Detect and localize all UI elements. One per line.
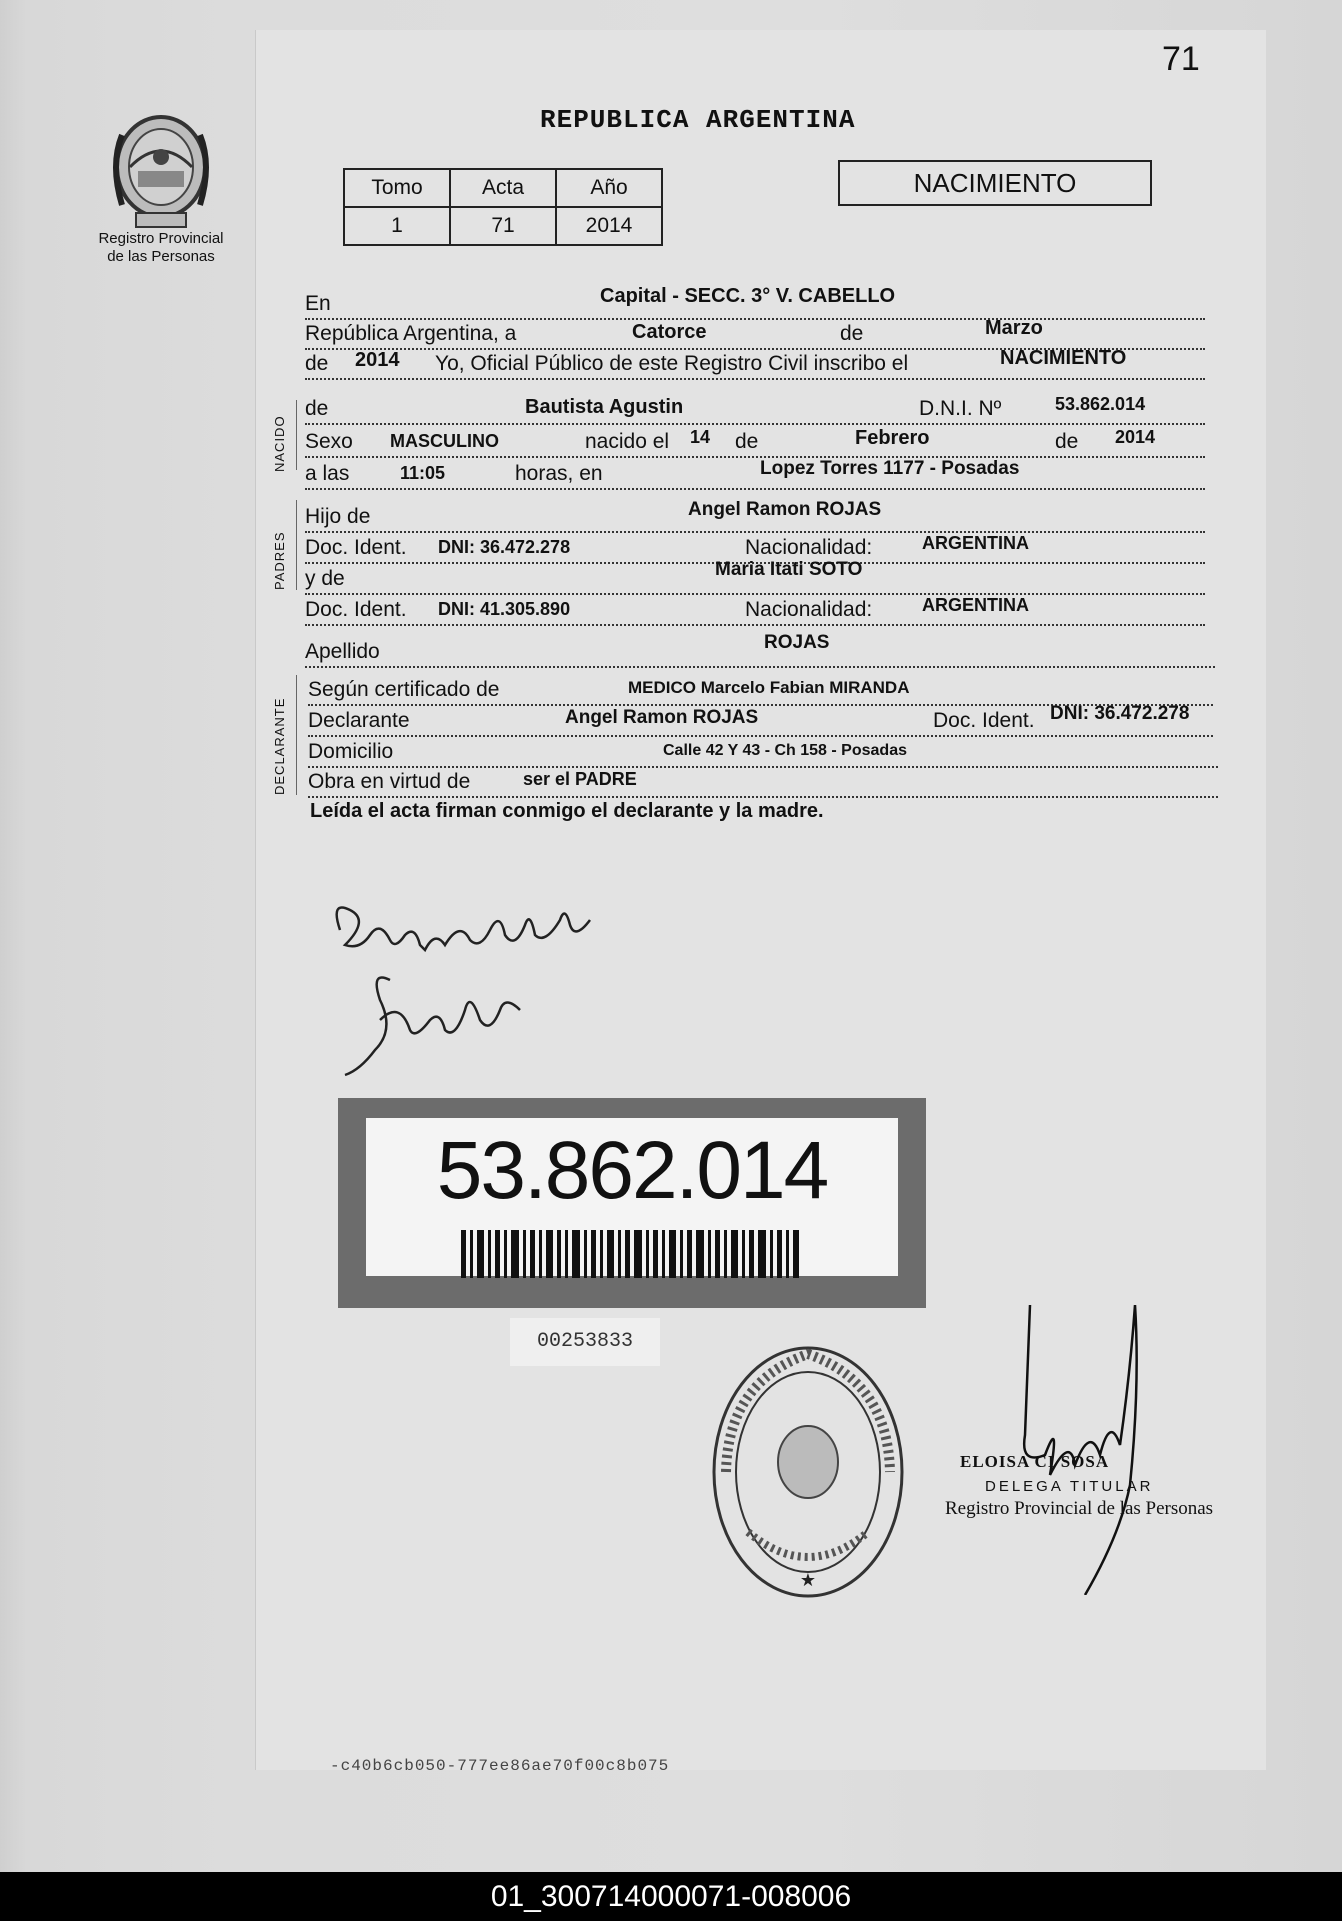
label-dni: D.N.I. Nº [919,397,1002,420]
value-acta: 71 [450,207,556,245]
value-padre-doc: DNI: 36.472.278 [438,537,571,557]
value-obra: ser el PADRE [523,769,637,789]
value-lugar: Capital - SECC. 3° V. CABELLO [600,285,896,307]
header-anio: Año [556,169,662,207]
section-divider [296,675,297,795]
closing-statement: Leída el acta firman conmigo el declarante y la madre. [310,800,824,822]
page-number: 71 [1162,40,1200,78]
line-en [305,285,1205,320]
line-sexo [305,428,1205,458]
line-domicilio [308,738,1218,768]
value-declarante: Angel Ramon ROJAS [565,707,759,728]
section-divider [296,500,297,590]
value-anio: 2014 [556,207,662,245]
value-nac-anio: 2014 [1115,427,1156,447]
value-hora: 11:05 [400,463,446,483]
official-signature [990,1305,1170,1595]
label-nacido-el: nacido el [585,430,670,453]
line-obra [308,768,1218,798]
label-de-nombre: de [305,397,329,420]
handwritten-signatures [320,890,620,1090]
line-madre-doc [305,596,1205,626]
record-table [343,168,663,246]
section-divider [296,400,297,470]
line-y-de [305,559,1205,595]
line-certificado [308,676,1213,706]
logo-caption-line2: de las Personas [107,248,215,265]
label-republica: República Argentina, a [305,322,517,345]
signatory-name: ELOISA CI SOSA [960,1452,1110,1471]
label-apellido: Apellido [305,640,380,663]
official-stamp-icon [708,1342,908,1602]
section-label-padres: PADRES [272,531,287,590]
id-sticker [338,1098,926,1308]
record-type-badge: NACIMIENTO [838,160,1152,206]
value-dia: Catorce [632,321,707,343]
label-doc-ident3: Doc. Ident. [933,709,1035,732]
header-tomo: Tomo [344,169,450,207]
label-a-las: a las [305,462,350,485]
section-label-declarante: DECLARANTE [272,697,287,795]
line-republica [305,317,1205,350]
serial-number: 00253833 [510,1318,660,1366]
value-sexo: MASCULINO [390,431,499,451]
sticker-label [366,1118,898,1276]
label-doc-ident: Doc. Ident. [305,536,407,559]
logo-caption [86,230,236,266]
value-tipo: NACIMIENTO [1000,347,1127,369]
country-title: REPUBLICA ARGENTINA [540,105,856,135]
value-nac-dia: 14 [690,427,711,447]
logo-caption-line1: Registro Provincial [98,230,224,247]
value-domicilio: Calle 42 Y 43 - Ch 158 - Posadas [663,742,907,759]
label-hijo-de: Hijo de [305,505,371,528]
value-padre-nac: ARGENTINA [922,533,1029,553]
value-madre-doc: DNI: 41.305.890 [438,599,571,619]
value-lugar-nac: Lopez Torres 1177 - Posadas [760,458,1020,479]
label-nacionalidad: Nacionalidad: [745,536,873,559]
value-padre: Angel Ramon ROJAS [688,499,882,520]
signatory-title: DELEGA TITULAR [985,1478,1154,1495]
value-tomo: 1 [344,207,450,245]
label-nacionalidad2: Nacionalidad: [745,598,873,621]
label-doc-ident2: Doc. Ident. [305,598,407,621]
label-obra: Obra en virtud de [308,770,471,793]
line-nombre [305,395,1205,425]
province-emblem-icon [100,105,222,240]
value-anio: 2014 [355,349,400,371]
value-madre-nac: ARGENTINA [922,595,1029,615]
label-sexo: Sexo [305,430,353,453]
value-nombre: Bautista Agustin [525,396,684,418]
header-acta: Acta [450,169,556,207]
line-hijo-de [305,499,1205,533]
line-declarante [308,703,1213,737]
value-declarante-doc: DNI: 36.472.278 [1050,703,1190,724]
value-madre: Maria Itati SOTO [715,559,863,580]
barcode-icon [461,1230,801,1278]
section-label-nacido: NACIDO [272,415,287,472]
line-hora [305,460,1205,490]
value-dni: 53.862.014 [1055,394,1146,414]
label-declarante: Declarante [308,709,410,732]
svg-text:★: ★ [799,1570,817,1590]
document-id-bar: 01_300714000071-008006 [0,1872,1342,1921]
label-segun-cert: Según certificado de [308,678,500,701]
label-horas-en: horas, en [515,462,603,485]
value-mes: Marzo [985,317,1043,339]
value-nac-mes: Febrero [855,427,930,449]
value-apellido: ROJAS [764,632,830,653]
footer-hash-partial: -c40b6cb050-777ee86ae70f00c8b075 [330,1757,670,1775]
sticker-number: 53.862.014 [436,1125,828,1216]
value-certificado: MEDICO Marcelo Fabian MIRANDA [628,678,910,697]
label-y-de: y de [305,567,345,590]
signatory-org: Registro Provincial de las Personas [945,1498,1214,1519]
line-apellido [305,632,1215,668]
line-oficial [305,347,1205,380]
label-en: En [305,292,331,315]
label-de2: de [305,352,329,375]
label-de: de [840,322,864,345]
label-oficial: Yo, Oficial Público de este Registro Civil inscribo el [435,352,909,375]
label-de-anio: de [1055,430,1079,453]
label-de-mes: de [735,430,759,453]
label-domicilio: Domicilio [308,740,394,763]
